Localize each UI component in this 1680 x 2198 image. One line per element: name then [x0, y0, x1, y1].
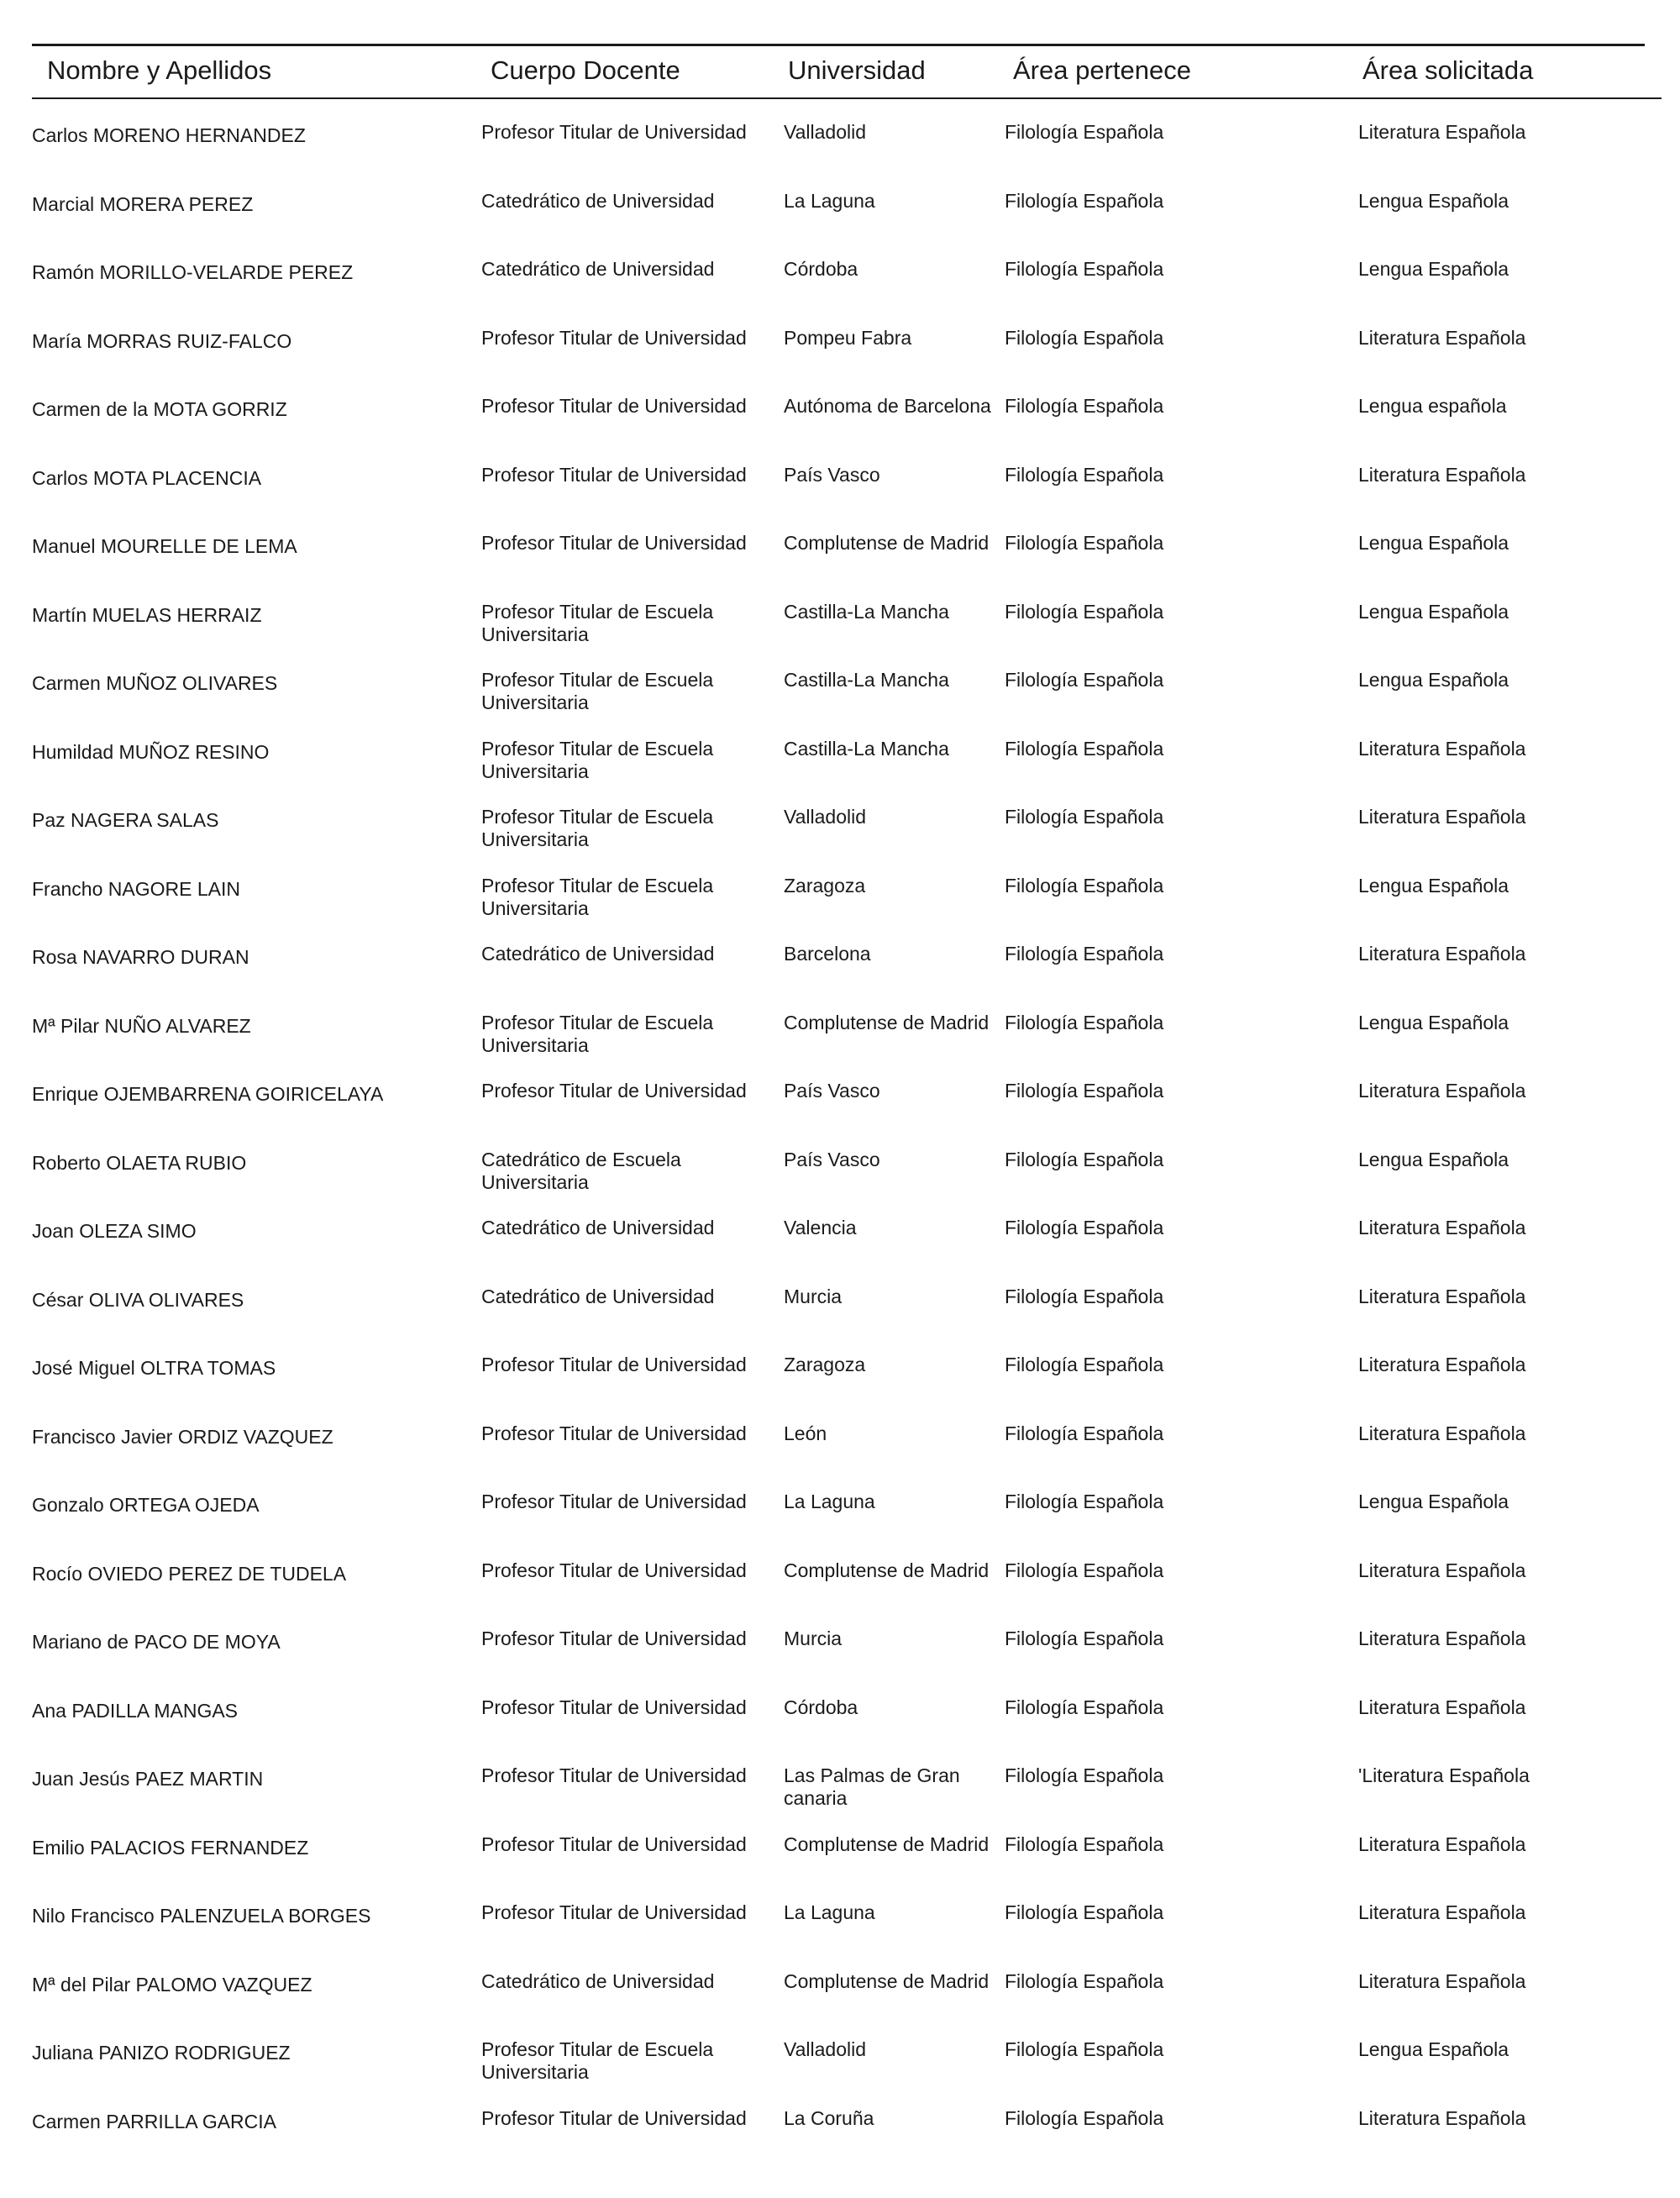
table-row [0, 1559, 1680, 1627]
cell-universidad: Córdoba [784, 258, 858, 280]
cell-universidad: Pompeu Fabra [784, 326, 912, 349]
cell-nombre: Nilo Francisco PALENZUELA BORGES [32, 1905, 371, 1927]
cell-cuerpo-docente: Profesor Titular de Universidad [481, 395, 747, 417]
cell-area-solicitada: Lengua Española [1358, 2038, 1509, 2060]
cell-area-pertenece: Filología Española [1005, 1833, 1164, 1855]
table-row [0, 1833, 1680, 1901]
table-row [0, 1696, 1680, 1764]
cell-cuerpo-docente: Profesor Titular de Universidad [481, 1833, 747, 1855]
cell-area-solicitada: Lengua Española [1358, 189, 1509, 212]
table-row [0, 806, 1680, 874]
cell-nombre: Joan OLEZA SIMO [32, 1220, 197, 1242]
cell-area-pertenece: Filología Española [1005, 1901, 1164, 1923]
cell-area-pertenece: Filología Española [1005, 1148, 1164, 1170]
cell-area-solicitada: Literatura Española [1358, 1422, 1526, 1444]
cell-nombre: Mariano de PACO DE MOYA [32, 1631, 281, 1653]
cell-universidad: Complutense de Madrid [784, 1833, 990, 1855]
cell-cuerpo-docente: Profesor Titular de Universidad [481, 1354, 747, 1375]
cell-universidad: La Coruña [784, 2106, 874, 2129]
cell-cuerpo-docente: Profesor Titular de Universidad [481, 1764, 747, 1786]
cell-cuerpo-docente: Profesor Titular de Escuela Universitaria [481, 669, 714, 713]
cell-area-solicitada: Lengua Española [1358, 1148, 1509, 1170]
cell-cuerpo-docente: Catedrático de Universidad [481, 189, 715, 212]
cell-universidad: Murcia [784, 1285, 843, 1307]
table-row [0, 1970, 1680, 2038]
cell-cuerpo-docente: Profesor Titular de Universidad [481, 1696, 747, 1718]
header-universidad: Universidad [788, 55, 926, 85]
cell-area-solicitada: Literatura Española [1358, 1901, 1526, 1923]
cell-nombre: Roberto OLAETA RUBIO [32, 1151, 247, 1174]
cell-area-pertenece: Filología Española [1005, 326, 1164, 349]
cell-universidad: La Laguna [784, 1491, 875, 1512]
cell-nombre: Carlos MOTA PLACENCIA [32, 466, 262, 489]
cell-cuerpo-docente: Catedrático de Universidad [481, 1217, 715, 1238]
cell-universidad: La Laguna [784, 1901, 875, 1923]
cell-area-solicitada: Literatura Española [1358, 1969, 1526, 1992]
cell-nombre: Mª del Pilar PALOMO VAZQUEZ [32, 1973, 312, 1996]
cell-area-pertenece: Filología Española [1005, 258, 1164, 280]
cell-nombre: Humildad MUÑOZ RESINO [32, 740, 270, 763]
cell-cuerpo-docente: Catedrático de Universidad [481, 1285, 715, 1307]
cell-nombre: María MORRAS RUIZ-FALCO [32, 329, 292, 352]
cell-area-solicitada: Lengua española [1358, 395, 1507, 417]
cell-nombre: Juan Jesús PAEZ MARTIN [32, 1768, 264, 1790]
cell-cuerpo-docente: Profesor Titular de Escuela Universitaria [481, 874, 714, 919]
table-row [0, 943, 1680, 1011]
cell-nombre: Manuel MOURELLE DE LEMA [32, 535, 297, 557]
cell-area-pertenece: Filología Española [1005, 1491, 1164, 1512]
cell-nombre: Enrique OJEMBARRENA GOIRICELAYA [32, 1083, 384, 1105]
cell-area-pertenece: Filología Española [1005, 2038, 1164, 2060]
cell-universidad: Castilla-La Mancha [784, 600, 949, 623]
header-nombre: Nombre y Apellidos [47, 55, 272, 85]
table-row [0, 1491, 1680, 1559]
cell-area-solicitada: Literatura Española [1358, 1627, 1526, 1649]
table-row [0, 2038, 1680, 2106]
cell-area-solicitada: Literatura Española [1358, 737, 1526, 760]
cell-area-pertenece: Filología Española [1005, 1217, 1164, 1238]
cell-universidad: País Vasco [784, 1148, 880, 1170]
table-row [0, 1901, 1680, 1969]
cell-area-pertenece: Filología Española [1005, 1696, 1164, 1718]
table-row [0, 327, 1680, 395]
cell-universidad: País Vasco [784, 1080, 880, 1102]
table-row [0, 601, 1680, 669]
cell-area-pertenece: Filología Española [1005, 1764, 1164, 1786]
cell-area-solicitada: Literatura Española [1358, 1696, 1526, 1718]
cell-area-solicitada: Literatura Española [1358, 806, 1526, 828]
table-row [0, 464, 1680, 532]
cell-universidad: Zaragoza [784, 1354, 866, 1375]
cell-area-pertenece: Filología Española [1005, 1627, 1164, 1649]
cell-cuerpo-docente: Profesor Titular de Escuela Universitaria [481, 737, 714, 782]
cell-nombre: Carmen PARRILLA GARCIA [32, 2110, 277, 2132]
header-area-pertenece: Área pertenece [1013, 55, 1191, 85]
cell-cuerpo-docente: Profesor Titular de Universidad [481, 463, 747, 486]
table-row [0, 1354, 1680, 1422]
cell-area-solicitada: Literatura Española [1358, 1285, 1526, 1307]
cell-universidad: Valladolid [784, 806, 867, 828]
cell-area-pertenece: Filología Española [1005, 600, 1164, 623]
cell-area-pertenece: Filología Española [1005, 737, 1164, 760]
cell-nombre: Carlos MORENO HERNANDEZ [32, 124, 306, 146]
cell-area-pertenece: Filología Española [1005, 1080, 1164, 1102]
cell-cuerpo-docente: Profesor Titular de Universidad [481, 1627, 747, 1649]
cell-nombre: Juliana PANIZO RODRIGUEZ [32, 2042, 291, 2064]
table-row [0, 1764, 1680, 1833]
header-area-solicitada: Área solicitada [1362, 55, 1534, 85]
cell-area-solicitada: Lengua Española [1358, 600, 1509, 623]
cell-area-pertenece: Filología Española [1005, 669, 1164, 691]
cell-nombre: Rosa NAVARRO DURAN [32, 946, 249, 968]
table-row [0, 738, 1680, 806]
cell-cuerpo-docente: Profesor Titular de Universidad [481, 1559, 747, 1581]
cell-universidad: País Vasco [784, 463, 880, 486]
cell-cuerpo-docente: Profesor Titular de Escuela Universitaria [481, 1011, 714, 1056]
cell-nombre: Francho NAGORE LAIN [32, 877, 240, 900]
table-row [0, 875, 1680, 943]
cell-area-solicitada: Literatura Española [1358, 2106, 1526, 2129]
cell-cuerpo-docente: Profesor Titular de Universidad [481, 326, 747, 349]
cell-cuerpo-docente: Profesor Titular de Universidad [481, 532, 747, 554]
header-bottom-rule [32, 97, 1662, 99]
table-row [0, 1422, 1680, 1491]
cell-cuerpo-docente: Profesor Titular de Universidad [481, 121, 747, 143]
cell-area-solicitada: Literatura Española [1358, 1080, 1526, 1102]
cell-area-pertenece: Filología Española [1005, 1969, 1164, 1992]
cell-cuerpo-docente: Profesor Titular de Universidad [481, 1080, 747, 1102]
cell-area-pertenece: Filología Española [1005, 943, 1164, 965]
table-row [0, 258, 1680, 326]
cell-universidad: Valencia [784, 1217, 857, 1238]
table-row [0, 1627, 1680, 1696]
cell-cuerpo-docente: Profesor Titular de Escuela Universitaria [481, 600, 714, 645]
cell-nombre: César OLIVA OLIVARES [32, 1288, 244, 1311]
cell-universidad: Complutense de Madrid [784, 1969, 990, 1992]
cell-cuerpo-docente: Profesor Titular de Universidad [481, 2106, 747, 2129]
cell-cuerpo-docente: Catedrático de Escuela Universitaria [481, 1148, 681, 1193]
cell-universidad: Córdoba [784, 1696, 858, 1718]
cell-nombre: Mª Pilar NUÑO ALVAREZ [32, 1014, 251, 1037]
cell-area-pertenece: Filología Española [1005, 1422, 1164, 1444]
cell-nombre: Carmen MUÑOZ OLIVARES [32, 672, 278, 694]
cell-universidad: Autónoma de Barcelona [784, 395, 991, 417]
cell-universidad: Valladolid [784, 121, 867, 143]
cell-nombre: Martín MUELAS HERRAIZ [32, 603, 262, 626]
cell-area-solicitada: Literatura Española [1358, 1217, 1526, 1238]
table-row [0, 1012, 1680, 1080]
cell-area-pertenece: Filología Española [1005, 463, 1164, 486]
header-cuerpo-docente: Cuerpo Docente [491, 55, 680, 85]
cell-nombre: José Miguel OLTRA TOMAS [32, 1357, 276, 1379]
cell-universidad: Las Palmas de Gran canaria [784, 1764, 960, 1809]
cell-nombre: Carmen de la MOTA GORRIZ [32, 398, 287, 420]
cell-area-solicitada: Literatura Española [1358, 1833, 1526, 1855]
cell-area-solicitada: Literatura Española [1358, 463, 1526, 486]
cell-area-pertenece: Filología Española [1005, 2106, 1164, 2129]
cell-cuerpo-docente: Profesor Titular de Universidad [481, 1901, 747, 1923]
cell-area-solicitada: Lengua Española [1358, 1491, 1509, 1512]
cell-area-solicitada: Lengua Española [1358, 874, 1509, 897]
cell-area-solicitada: Lengua Española [1358, 669, 1509, 691]
cell-cuerpo-docente: Catedrático de Universidad [481, 943, 715, 965]
table-row [0, 532, 1680, 600]
cell-area-solicitada: Lengua Española [1358, 532, 1509, 554]
cell-area-pertenece: Filología Española [1005, 189, 1164, 212]
table-row [0, 1286, 1680, 1354]
cell-cuerpo-docente: Catedrático de Universidad [481, 258, 715, 280]
cell-area-solicitada: Literatura Española [1358, 943, 1526, 965]
cell-area-solicitada: Lengua Española [1358, 1011, 1509, 1033]
table-row [0, 669, 1680, 737]
cell-area-pertenece: Filología Española [1005, 395, 1164, 417]
table-row [0, 1217, 1680, 1285]
table-row [0, 1149, 1680, 1217]
cell-universidad: Complutense de Madrid [784, 532, 990, 554]
cell-area-pertenece: Filología Española [1005, 1285, 1164, 1307]
cell-area-pertenece: Filología Española [1005, 806, 1164, 828]
cell-universidad: Castilla-La Mancha [784, 669, 949, 691]
cell-nombre: Ramón MORILLO-VELARDE PEREZ [32, 261, 354, 283]
cell-area-pertenece: Filología Española [1005, 1011, 1164, 1033]
cell-cuerpo-docente: Catedrático de Universidad [481, 1969, 715, 1992]
cell-area-pertenece: Filología Española [1005, 121, 1164, 143]
cell-area-solicitada: Lengua Española [1358, 258, 1509, 280]
table-row [0, 2107, 1680, 2175]
header-top-rule [32, 44, 1645, 46]
table-row [0, 1080, 1680, 1148]
cell-nombre: Marcial MORERA PEREZ [32, 192, 254, 215]
cell-nombre: Rocío OVIEDO PEREZ DE TUDELA [32, 1562, 347, 1585]
cell-area-solicitada: 'Literatura Española [1358, 1764, 1530, 1786]
cell-area-pertenece: Filología Española [1005, 874, 1164, 897]
cell-nombre: Emilio PALACIOS FERNANDEZ [32, 1836, 309, 1859]
cell-area-pertenece: Filología Española [1005, 1559, 1164, 1581]
cell-universidad: La Laguna [784, 189, 875, 212]
cell-universidad: Castilla-La Mancha [784, 737, 949, 760]
cell-universidad: Murcia [784, 1627, 843, 1649]
table-row [0, 121, 1680, 189]
cell-area-solicitada: Literatura Española [1358, 326, 1526, 349]
cell-universidad: Zaragoza [784, 874, 866, 897]
cell-area-solicitada: Literatura Española [1358, 1559, 1526, 1581]
table-row [0, 190, 1680, 258]
cell-area-pertenece: Filología Española [1005, 532, 1164, 554]
cell-cuerpo-docente: Profesor Titular de Universidad [481, 1422, 747, 1444]
cell-cuerpo-docente: Profesor Titular de Escuela Universitaria [481, 2038, 714, 2083]
cell-nombre: Paz NAGERA SALAS [32, 809, 219, 831]
cell-cuerpo-docente: Profesor Titular de Escuela Universitaria [481, 806, 714, 850]
cell-nombre: Gonzalo ORTEGA OJEDA [32, 1494, 260, 1516]
cell-area-pertenece: Filología Española [1005, 1354, 1164, 1375]
cell-nombre: Ana PADILLA MANGAS [32, 1699, 239, 1722]
cell-universidad: León [784, 1422, 827, 1444]
cell-nombre: Francisco Javier ORDIZ VAZQUEZ [32, 1425, 333, 1448]
cell-area-solicitada: Literatura Española [1358, 121, 1526, 143]
cell-universidad: Complutense de Madrid [784, 1011, 990, 1033]
cell-cuerpo-docente: Profesor Titular de Universidad [481, 1491, 747, 1512]
cell-universidad: Complutense de Madrid [784, 1559, 990, 1581]
cell-universidad: Barcelona [784, 943, 871, 965]
table-row [0, 395, 1680, 463]
cell-universidad: Valladolid [784, 2038, 867, 2060]
cell-area-solicitada: Literatura Española [1358, 1354, 1526, 1375]
